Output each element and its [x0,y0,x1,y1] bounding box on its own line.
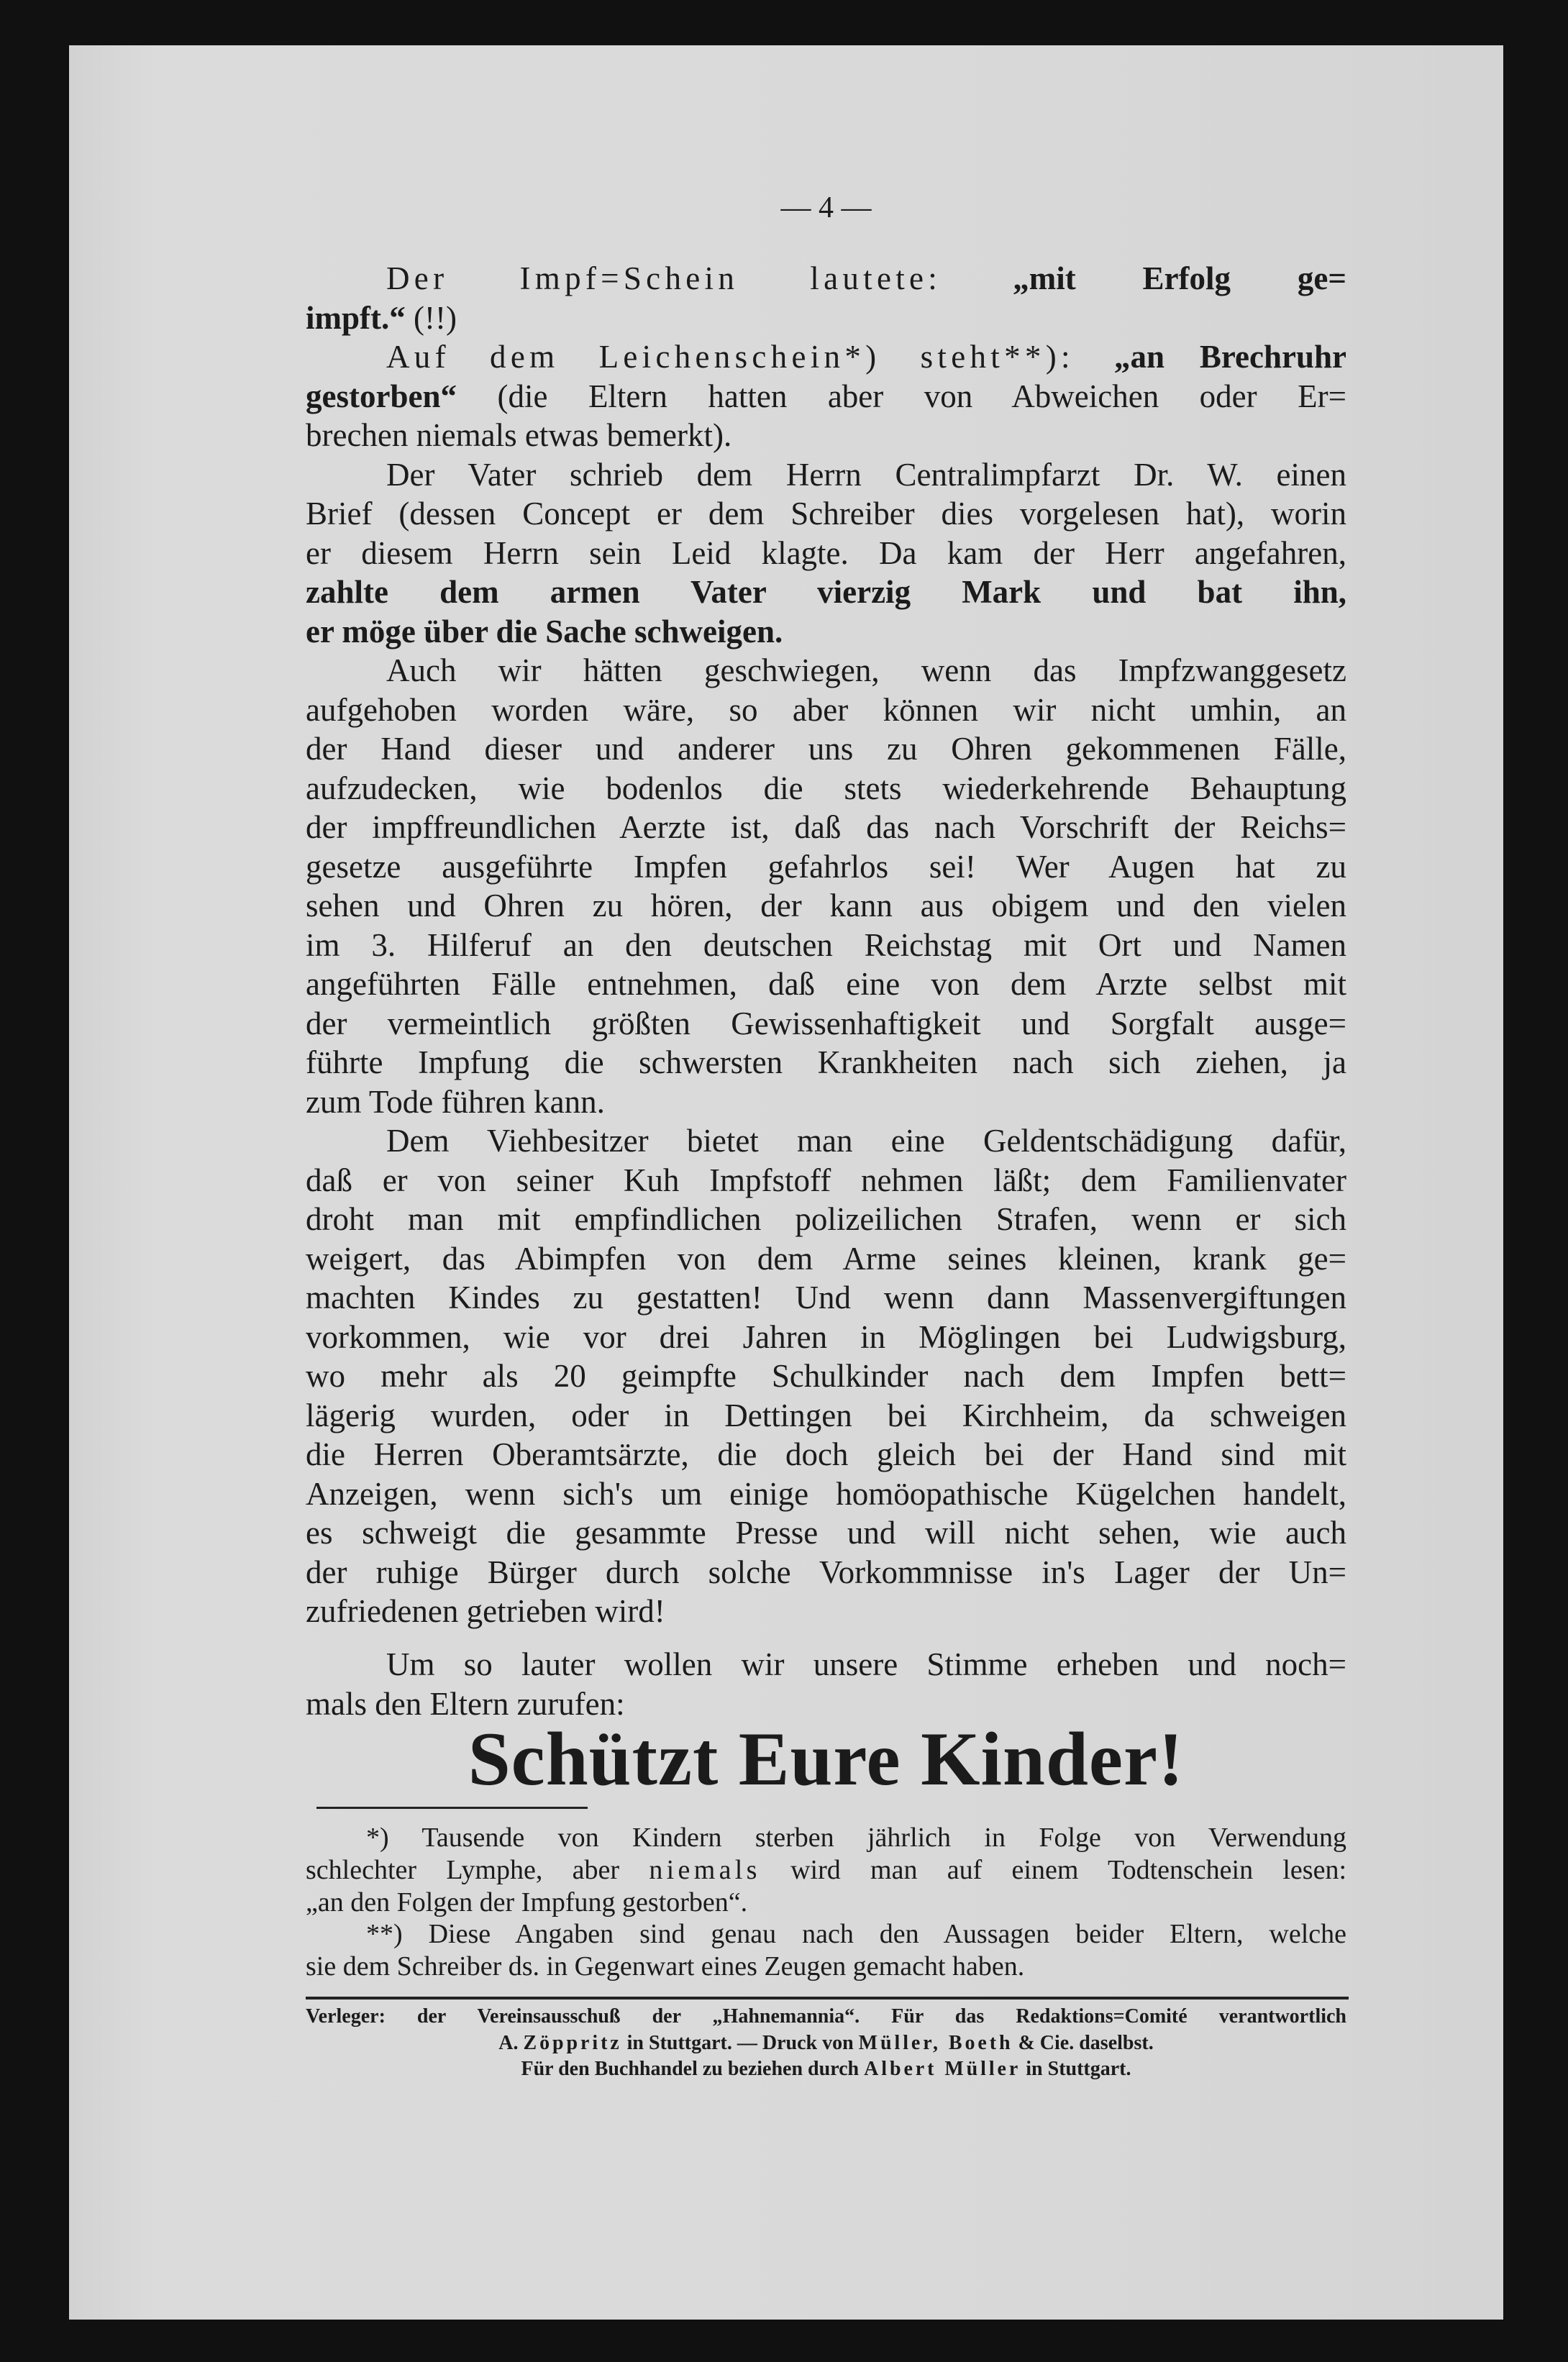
text-line: aufgehoben worden wäre, so aber können wir nicht umhin, an [306,691,1346,728]
paragraph [306,455,1346,652]
text-line: vorkommen, wie vor drei Jahren in Möglingen bei Ludwigsburg, [306,1318,1346,1355]
page-number: — 4 — [780,191,872,224]
spaced-text: Albert Müller [864,2058,1021,2080]
bold-text: „mit Erfolg ge= [1013,260,1346,296]
text-line: die Herren Oberamtsärzte, die doch gleich bei der Hand sind mit [306,1436,1346,1472]
text-run: wird man auf einem Todtenschein lesen: [760,1854,1346,1885]
text-line: der ruhige Bürger durch solche Vorkommnisse in's Lager der Un= [306,1554,1346,1590]
text-line [306,573,1346,612]
text-line: zum Tode führen kann. [306,1083,605,1120]
text-line: Brief (dessen Concept er dem Schreiber dies vorgelesen hat), worin [306,496,1346,532]
footnotes [306,1822,1346,1983]
text-line: machten Kindes zu gestatten! Und wenn dann Massenvergiftungen [306,1280,1346,1315]
text-line: brechen niemals etwas bemerkt). [306,417,732,453]
text-run: & Cie. daselbst. [1013,2031,1154,2054]
text-line [306,377,1346,416]
spaced-text: niemals [649,1854,761,1885]
footnote-rule [316,1807,588,1809]
bold-text: gestorben“ [306,378,457,414]
text-line: er diesem Herrn sein Leid klagte. Da kam der Herr angefahren, [306,534,1346,571]
paragraph [306,651,1346,1121]
bold-text: zahlte dem armen Vater vierzig Mark und bat ihn, [306,574,1346,610]
headline: Schützt Eure Kinder! [468,1717,1185,1801]
text-line: Auch wir hätten geschwiegen, wenn das Impfzwanggesetz [386,652,1346,688]
bold-text: impft.“ [306,299,406,336]
text-run: A. [498,2031,524,2054]
text-line: gesetze ausgeführte Impfen gefahrlos sei! Wer Augen hat zu [306,848,1346,885]
spaced-text: Der Impf=Schein lautete: [386,260,1013,296]
text-line [306,612,1346,652]
text-line: **) Diese Angaben sind genau nach den Aussagen beider Eltern, welche [366,1919,1346,1950]
text-line [306,259,1346,298]
text-line: sehen und Ohren zu hören, der kann aus obigem und den vielen [306,888,1346,924]
body-text [306,259,1346,1631]
text-line: Um so lauter wollen wir unsere Stimme erheben und noch= [386,1646,1346,1682]
text-line: Dem Viehbesitzer bietet man eine Geldentschädigung dafür, [386,1123,1346,1159]
text-line: der impffreundlichen Aerzte ist, daß das nach Vorschrift der Reichs= [306,809,1346,845]
footnote [306,1822,1346,1918]
imprint [306,2004,1346,2083]
bold-text: „an Brechruhr [1113,339,1346,375]
imprint-rule [306,1997,1349,2000]
text-run: in Stuttgart. [1021,2058,1131,2080]
text-line: zufriedenen getrieben wird! [306,1593,665,1629]
text-line: lägerig wurden, oder in Dettingen bei Kirchheim, da schweigen [306,1397,1346,1433]
spaced-text: Müller, Boeth [858,2031,1013,2054]
text-line: aufzudecken, wie bodenlos die stets wiederkehrende Behauptung [306,770,1346,806]
text-line: angeführten Fälle entnehmen, daß eine von dem Arzte selbst mit [306,966,1346,1002]
text-line: wo mehr als 20 geimpfte Schulkinder nach dem Impfen bett= [306,1358,1346,1394]
text-line: der Hand dieser und anderer uns zu Ohren gekommenen Fälle, [306,731,1346,767]
bold-text: er möge über die Sache schweigen. [306,613,783,649]
text-line [306,298,1346,338]
text-line [306,2056,1346,2083]
appeal-text [306,1645,1346,1723]
text-run: in Stuttgart. — Druck von [621,2031,859,2054]
text-line: *) Tausende von Kindern sterben jährlich in Folge von Verwendung [366,1823,1346,1853]
text-line: es schweigt die gesammte Presse und will nicht sehen, wie auch [306,1515,1346,1551]
text-line: der vermeintlich größten Gewissenhaftigkeit und Sorgfalt ausge= [306,1005,1346,1041]
text-line: führte Impfung die schwersten Krankheiten nach sich ziehen, ja [306,1044,1346,1080]
text-line: Anzeigen, wenn sich's um einige homöopathische Kügelchen handelt, [306,1475,1346,1512]
text-line: daß er von seiner Kuh Impfstoff nehmen läßt; dem Familienvater [306,1162,1346,1198]
text-line: sie dem Schreiber ds. in Gegenwart eines Zeugen gemacht haben. [306,1951,1025,1982]
paragraph [306,1121,1346,1631]
text-line [306,2030,1346,2057]
text-line: droht man mit empfindlichen polizeilichen Strafen, wenn er sich [306,1201,1346,1237]
text-run: schlechter Lymphe, aber [306,1854,649,1885]
text-line: „an den Folgen der Impfung gestorben“. [306,1887,748,1918]
spaced-text: Auf dem Leichenschein*) steht**): [386,339,1114,375]
footnote [306,1918,1346,1983]
text-line [306,337,1346,377]
text-run: (!!) [405,299,457,336]
text-line: weigert, das Abimpfen von dem Arme seines kleinen, krank ge= [306,1240,1346,1277]
text-run: (die Eltern hatten aber von Abweichen oder Er= [456,378,1346,414]
paragraph [306,337,1346,455]
text-line: Der Vater schrieb dem Herrn Centralimpfarzt Dr. W. einen [386,456,1346,493]
text-line: Verleger: der Vereinsausschuß der „Hahnemannia“. Für das Redaktions=Comité verantwortlich [306,2005,1346,2028]
text-line: im 3. Hilferuf an den deutschen Reichstag mit Ort und Namen [306,926,1346,963]
paragraph [306,1645,1346,1723]
text-run: Für den Buchhandel zu beziehen durch [521,2058,865,2080]
spaced-text: Zöppritz [523,2031,622,2054]
paragraph [306,259,1346,337]
text-line [306,1854,1346,1887]
text-line: mals den Eltern zurufen: [306,1685,625,1722]
